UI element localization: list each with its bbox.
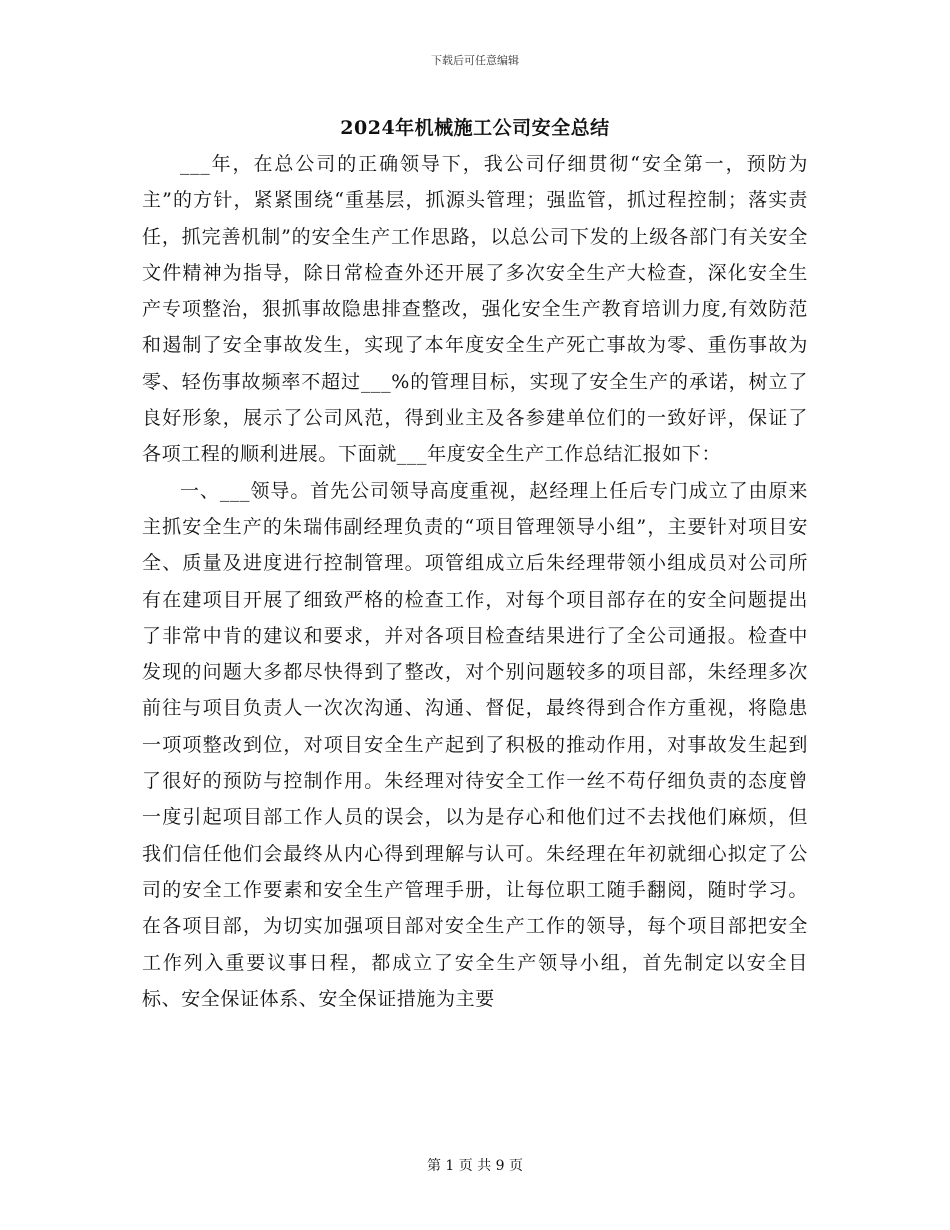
document-body <box>142 146 808 1017</box>
paragraph-leadership: 一、___领导。首先公司领导高度重视，赵经理上任后专门成立了由原来主抓安全生产的朱瑞伟副经理负责的“项目管理领导小组”，主要针对项目安全、质量及进度进行控制管理。项管组成立后朱经理带领小组成员对公司所有在建项目开展了细致严格的检查工作，对每个项目部存在的安全问题提出了非常中肯的建议和要求，并对各项目检查结果进行了全公司通报。检查中发现的问题大多都尽快得到了整改，对个别问题较多的项目部，朱经理多次前往与项目负责人一次次沟通、沟通、督促，最终得到合作方重视，将隐患一项项整改到位，对项目安全生产起到了积极的推动作用，对事故发生起到了很好的预防与控制作用。朱经理对待安全工作一丝不苟仔细负责的态度曾一度引起项目部工作人员的误会，以为是存心和他们过不去找他们麻烦，但我们信任他们会最终从内心得到理解与认可。朱经理在年初就细心拟定了公司的安全工作要素和安全生产管理手册，让每位职工随手翻阅，随时学习。在各项目部，为切实加强项目部对安全生产工作的领导，每个项目部把安全工作列入重要议事日程，都成立了安全生产领导小组，首先制定以安全目标、安全保证体系、安全保证措施为主要 <box>142 479 808 1010</box>
paragraph-intro: ___年，在总公司的正确领导下，我公司仔细贯彻“安全第一，预防为主”的方针，紧紧围绕“重基层，抓源头管理；强监管，抓过程控制；落实责任，抓完善机制”的安全生产工作思路，以总公司下发的上级各部门有关安全文件精神为指导，除日常检查外还开展了多次安全生产大检查，深化安全生产专项整治，狠抓事故隐患排查整改，强化安全生产教育培训力度,有效防范和遏制了安全事故发生，实现了本年度安全生产死亡事故为零、重伤事故为零、轻伤事故频率不超过___%的管理目标，实现了安全生产的承诺，树立了良好形象，展示了公司风范，得到业主及各参建单位们的一致好评，保证了各项工程的顺利进展。下面就___年度安全生产工作总结汇报如下： <box>142 153 808 466</box>
header-note: 下载后可任意编辑 <box>431 54 519 67</box>
document-title: 2024年机械施工公司安全总结 <box>340 117 610 139</box>
page-number-footer: 第 1 页 共 9 页 <box>426 1158 524 1174</box>
